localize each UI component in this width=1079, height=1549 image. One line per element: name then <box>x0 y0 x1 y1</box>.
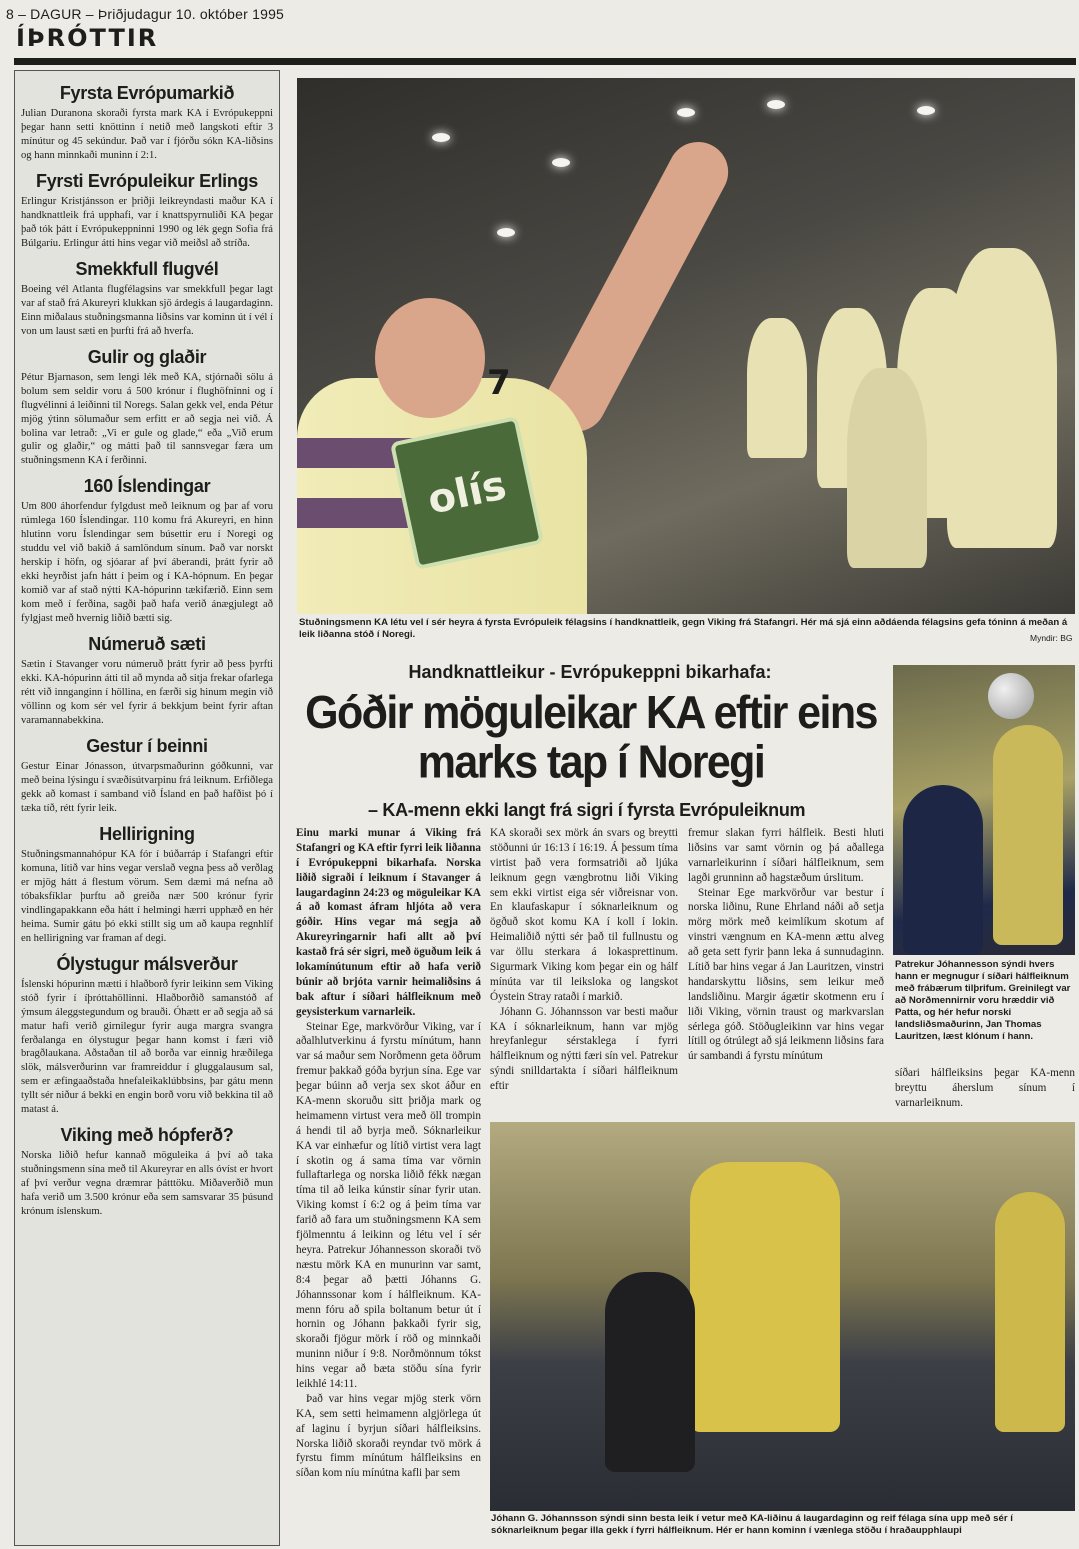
sidebar-item <box>21 1125 273 1219</box>
sidebar-item-text: Um 800 áhorfendur fylgdust með leiknum og þar af voru rúmlega 160 Íslendingar. 110 komu frá Akureyri, en hinn hlutinn voru Íslendingar sem búsettir eru í Noregi og studdu vel við bakið á samlöndum sínum. Það var norskt herskip í höfn, og sjóarar af því áberandi, þrátt fyrir að ekki heyrðist jafn hátt í þeim og í KA-hópnum. En þegar komið var af stað nýtti KA-hópurinn tækifærið. Einn sem kom með í ferðina, sagði það hafa verið ánægjulegt að fylgjast með hvernig liðið bætti sig. <box>21 501 273 625</box>
photo-caption-johann: Jóhann G. Jóhannsson sýndi sinn besta leik í vetur með KA-liðinu á laugardaginn og reif félaga sína upp með sér í sóknarleiknum þegar illa gekk í fyrri hálfleiknum. Hér er hann kominn í vænlega stöðu í hraðaupphlaupi <box>491 1513 1013 1536</box>
photo-johann <box>490 1122 1075 1511</box>
sidebar-item-title: 160 Íslendingar <box>83 476 211 497</box>
sidebar-item-title: Númeruð sæti <box>88 634 206 655</box>
sidebar-item-title: Viking með hópferð? <box>60 1125 234 1146</box>
section-title: ÍÞRÓTTIR <box>16 24 159 52</box>
article-column-1 <box>296 826 481 1546</box>
sidebar-item <box>21 634 273 728</box>
sidebar-item-title: Smekkfull flugvél <box>75 258 219 279</box>
header-rule <box>14 58 1076 65</box>
article-paragraph-end: síðari hálfleiksins þegar KA-menn breyttu áherslum sínum í varnarleiknum. <box>895 1067 1075 1109</box>
article-paragraph: KA skoraði sex mörk án svars og breytti stöðunni úr 16:13 í 16:19. Á þessum tíma virtist það vera formsatriði að ljúka leiknum gegn vængbrotnu liði Viking sem ekki virtist eiga sér viðreisnar von. En klaufaskapur í sóknarleiknum og ögðuð skot komu KA í koll í lokin. Heimaliðið nýtti sér það til fullnustu og var öllu sterkara á lokasprettinum. Sigurmark Viking kom þegar ein og hálf mínúta var til leiksloka og langskot Óystein Stray rataði í markið. <box>490 827 678 1003</box>
article-paragraph: Jóhann G. Jóhannsson var besti maður KA í sóknarleiknum, hann var mjög hreyfanlegur sérstaklega í fyrri hálfleiknum og nýtti færi sín vel. Patrekur sýndi snilldartakta í síðari hálfleiknum eftir <box>490 1005 678 1093</box>
shirt-logo: olís <box>390 416 544 570</box>
article-paragraph: Steinar Ege, markvörður Viking, var í aðalhlutverkinu á fyrstu mínútum, hann var sá maður sem Norðmenn geta öðrum fremur þakkað góða byrjun sína. Ege var þegar búinn að verja sex skot áður en KA-menn skoruðu sitt þriðja mark og heimamenn virtust vera með öll trompin á hendi til að byrja með. Sóknarleikur KA var einhæfur og lítið virtist vera lagt í skotin og á sama tíma var vörnin fullaftarlega og norska liðið fékk nægan tíma til að leika kúnstir sínar fyrir utan. Viking komst í 6:2 og á þeim tíma var farið að fara um stuðningsmenn KA sem fjölmenntu á leikinn og létu vel í sér heyra. Patrekur Jóhannesson skoraði tvö næstu mörk KA en munurinn var samt, 8:4 þegar að þætti Jóhanns G. Jóhannssonar kom í hálfleiknum. KA-menn fóru að spila boltanum betur út í hornin og Jóhann þakkaði fyrir sig, skoraði fjögur mörk í röð og minnkaði muninn niður í 9:8. Norðmönnum tókst hins vegar að bæta stöðu sína fyrir leikhlé 14:11. <box>296 1020 481 1390</box>
sidebar-item <box>21 476 273 626</box>
photo-credit: Myndir: BG <box>1030 633 1073 643</box>
article-subhead: – KA-menn ekki langt frá sigri í fyrsta Evrópuleiknum <box>368 800 806 820</box>
sidebar-item-title: Gestur í beinni <box>86 735 208 756</box>
photo-fans <box>297 78 1075 614</box>
sidebar-item-text: Pétur Bjarnason, sem lengi lék með KA, stjórnaði sölu á bolum sem seldir voru á 500 krónur í flughöfninni og í flugvélinni á leiðinni til Noregs. Salan gekk vel, enda Pétur mjög ýtinn sölumaður sem erfitt er að segja nei við. Á bolina var letrað: „Vi er gule og glade,“ eða „Við erum gulir og glaðir,“ og mátti það til sannsvegar færa um stuðningsmenn KA í ferðinni. <box>21 371 273 467</box>
sidebar-item-title: Hellirigning <box>99 823 195 844</box>
article-lead: Einu marki munar á Viking frá Stafangri og KA eftir fyrri leik liðanna í Evrópukeppni bikarhafa. Norska liðið sigraði í leiknum í Stavanger á laugardaginn 24:23 og möguleikar KA á að komast áfram hljóta að vera góðir. Hins vegar má segja að Akureyringarnir hafi allt að því kastað frá sér sigri, með öguðum leik á lokamínútunum eftir að hafa verið búnir að brjóta varnir heimaliðsins á bak aftur í síðari hálfleiknum með geysisterkum varnarleik. <box>296 827 481 1018</box>
sidebar-item <box>21 347 273 469</box>
sidebar-item-text: Gestur Einar Jónasson, útvarpsmaðurinn góðkunni, var með beina lýsingu í svæðisútvarpinu frá leiknum. Erfiðlega gekk að komast í samband við Ísland en það hafðist þó í tæka tíð, rétt fyrir leik. <box>21 760 273 814</box>
article-kicker: Handknattleikur - Evrópukeppni bikarhafa: <box>408 662 772 682</box>
photo-caption-fans: Stuðningsmenn KA létu vel í sér heyra á fyrsta Evrópuleik félagsins í handknattleik, gegn Viking frá Stafangri. Hér má sjá einn aðdáenda félagsins gefa tóninn á meðan á leik liðanna stóð í Noregi. <box>299 617 1068 640</box>
sidebar-item <box>21 824 273 946</box>
sidebar-item-text: Sætin í Stavanger voru númeruð þrátt fyrir að þess þyrfti ekki. KA-hópurinn átti til að mynda að sitja frekar ofarlega rétt við innganginn í höllina, en færði sig hinum megin við völlinn og kom sér vel fyrir á bekkjum beint fyrir aftan varamannabekkina. <box>21 659 273 726</box>
sidebar-item <box>21 171 273 251</box>
article-headline: Góðir möguleikar KA eftir eins marks tap í Noregi <box>305 686 877 789</box>
article-column-2 <box>490 826 678 1116</box>
sidebar-item-text: Norska liðið hefur kannað möguleika á því að taka stuðningsmenn sína með til Akureyrar en alls óvíst er hvort af því verður vegna dræmrar þátttöku. Miðaverðið mun hafa verið um 3.500 krónur eða sem samsvarar 35 þúsund krónum íslenskum. <box>21 1150 273 1218</box>
sidebar-item-text: Íslenski hópurinn mætti í hlaðborð fyrir leikinn sem Viking stóð fyrir í íþróttahöllinni. Hlaðborðið samanstóð af ýmsum áleggstegundum og brauði. Óhætt er að segja að sá matur hafi verið girnilegur fyrir auga margra svangra ferðalanga en ólystugur þegar hann komst í færi við bragðlaukana. Aðstaðan til að borða var einnig hræðilega slök, málsverðurinn var framreiddur í gluggalausum sal, sem er æfingaaðstaða hnefaleikaklúbbsins, þar gátu menn tyllt sér niður á bekki en engin borð voru við bekkina til að matast á. <box>21 978 273 1116</box>
sidebar-item-text: Julian Duranona skoraði fyrsta mark KA í Evrópukeppni þegar hann setti knöttinn í netið með langskoti eftir 3 mínútur og 45 sekúndur. Það var í fjórðu sókn KA-liðsins og hann minnkaði muninn í 2:1. <box>21 108 273 161</box>
sidebar-item-text: Boeing vél Atlanta flugfélagsins var smekkfull þegar lagt var af stað frá Akureyri klukkan sjö árdegis á laugardaginn. Einn miðalaus stuðningsmanna liðsins var kominn út í vél í von um laust sæti en þurfti frá að hverfa. <box>21 283 273 337</box>
sidebar-item-text: Erlingur Kristjánsson er þriðji leikreyndasti maður KA í handknattleik frá upphafi, var í knattspyrnuliði KA þegar það tók þátt í Evrópukeppninni 1990 og lék gegn Sofia frá Búlgaríu. Erlingur átti hins vegar við meiðsl að stríða. <box>21 195 273 249</box>
shirt-number: 7 <box>487 363 511 403</box>
folio: 8 – DAGUR – Þriðjudagur 10. október 1995 <box>6 6 285 22</box>
photo-caption-patrekur: Patrekur Jóhannesson sýndi hvers hann er megnugur í síðari hálfleiknum með frábærum tilþrifum. Greinilegt var að Norðmennirnir voru hræddir við Patta, og hér hefur norski landsliðsmaðurinn, Jan Thomas Lauritzen, læst klónum í hann. <box>895 959 1071 1042</box>
sidebar-item <box>21 954 273 1118</box>
sidebar-item <box>21 736 273 816</box>
sidebar-item-title: Gulir og glaðir <box>87 346 207 367</box>
article-paragraph: Steinar Ege markvörður var bestur í norska liðinu, Rune Ehrland náði að setja mörg mörk með keimlíkum skotum af vinstri vængnum en KA-menn ættu alveg að geta sett fyrir þann leka á sunnudaginn. Lítið bar hins vegar á Jan Lauritzen, vinstri handarskyttu liðsins, sem leikur með landsliðinu. Margir ágætir skotmenn eru í liði Viking, vörnin traust og markvarslan sérlega góð. Stöðugleikinn var hins vegar lítill og ótrúlegt að sjá leikmenn liðsins fara úr sambandi á fyrstu mínútum <box>688 886 884 1063</box>
sidebar-item <box>21 259 273 339</box>
photo-patrekur <box>893 665 1075 955</box>
sidebar-item <box>21 83 273 163</box>
sidebar-notes <box>14 70 280 1546</box>
sidebar-item-title: Ólystugur málsverður <box>56 953 238 974</box>
article-paragraph: Það var hins vegar mjög sterk vörn KA, sem setti heimamenn algjörlega út af laginu í byrjun síðari hálfleiksins. Norska liðið skoraði reyndar tvö mörk á fyrstu fimm mínútum hálfleiksins en síðan kom níu mínútna kafli þar sem <box>296 1392 481 1480</box>
sidebar-item-title: Fyrsta Evrópumarkið <box>59 83 235 103</box>
article-column-3 <box>688 826 884 1116</box>
article-paragraph: fremur slakan fyrri hálfleik. Besti hluti liðsins var samt vörnin og þá aðallega varnarleikurinn í síðari hálfleiknum, sem lagði grunninn að hagstæðum úrslitum. <box>688 827 884 884</box>
handball-icon <box>988 673 1034 719</box>
sidebar-item-text: Stuðningsmannahópur KA fór í búðarráp í Stafangri eftir komuna, lítið var hins vegar verslað vegna þess að verðlag er mjög hátt á flestum vörum. Sem dæmi má nefna að tóbaksfíklar þurftu að greiða nær 500 krónur fyrir vindlingapakkann eða hátt í helmingi hærri upphæð en hér heima. Sumir gátu þó ekki stillt sig um að kaupa regnhlíf en hellirigning var framan af degi. <box>21 848 273 944</box>
sidebar-item-title: Fyrsti Evrópuleikur Erlings <box>36 170 258 191</box>
